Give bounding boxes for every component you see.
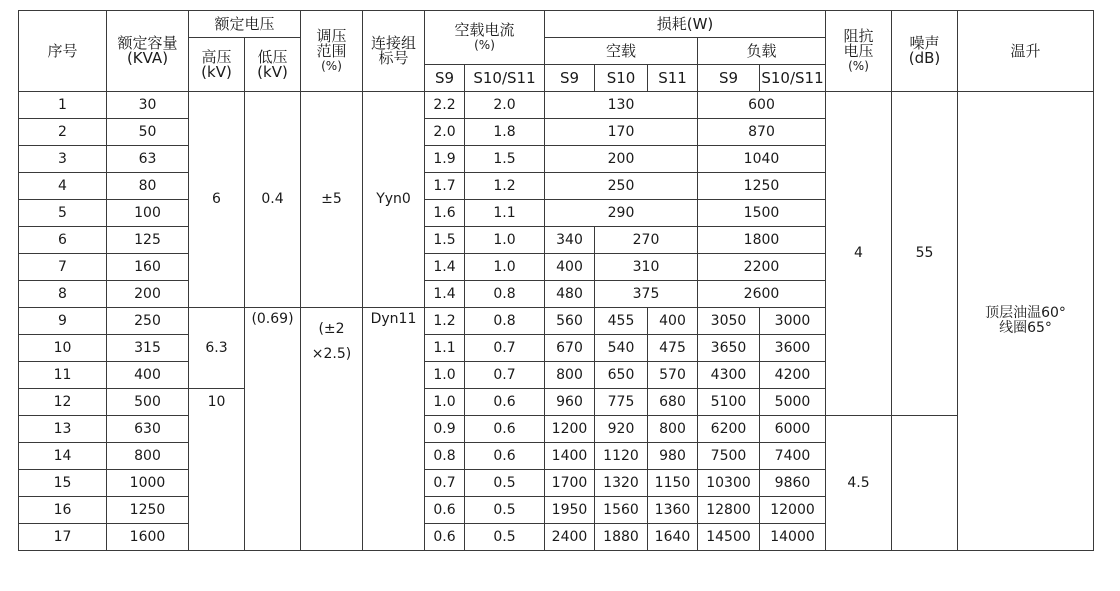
transformer-spec-table <box>18 10 1094 551</box>
header-connection-group: 连接组 标号 <box>363 11 425 92</box>
ll-s10s11-cell: 6000 <box>760 416 826 443</box>
seq-cell: 2 <box>19 119 107 146</box>
header-ll-s10s11: S10/S11 <box>760 65 826 92</box>
nl-s9-cell: 1400 <box>545 443 595 470</box>
ll-s9-cell: 10300 <box>698 470 760 497</box>
nl-s11-cell: 680 <box>648 389 698 416</box>
ic-s10-cell: 0.6 <box>465 443 545 470</box>
nl-s10-cell: 1560 <box>595 497 648 524</box>
ic-s9-cell: 0.9 <box>425 416 465 443</box>
ic-s9-cell: 2.0 <box>425 119 465 146</box>
ll-cell: 870 <box>698 119 826 146</box>
capacity-cell: 630 <box>107 416 189 443</box>
capacity-cell: 1250 <box>107 497 189 524</box>
ic-s9-cell: 1.1 <box>425 335 465 362</box>
ll-cell: 600 <box>698 92 826 119</box>
nl-cell: 250 <box>545 173 698 200</box>
ic-s9-cell: 1.4 <box>425 281 465 308</box>
ll-s10s11-cell: 3600 <box>760 335 826 362</box>
ll-cell: 2600 <box>698 281 826 308</box>
capacity-cell: 30 <box>107 92 189 119</box>
capacity-cell: 400 <box>107 362 189 389</box>
conn-cell-yyn0: Yyn0 <box>363 92 425 308</box>
noise-cell-empty <box>892 416 958 551</box>
ll-s10s11-cell: 3000 <box>760 308 826 335</box>
capacity-cell: 125 <box>107 227 189 254</box>
nl-s9-cell: 800 <box>545 362 595 389</box>
seq-cell: 15 <box>19 470 107 497</box>
ic-s9-cell: 1.5 <box>425 227 465 254</box>
header-seq: 序号 <box>19 11 107 92</box>
header-nl-s10: S10 <box>595 65 648 92</box>
nl-s10s11-cell: 375 <box>595 281 698 308</box>
nl-s10-cell: 455 <box>595 308 648 335</box>
table-row <box>19 416 1094 443</box>
ic-s10-cell: 1.2 <box>465 173 545 200</box>
seq-cell: 7 <box>19 254 107 281</box>
ic-s10-cell: 0.8 <box>465 281 545 308</box>
ic-s10-cell: 1.8 <box>465 119 545 146</box>
nl-s10-cell: 650 <box>595 362 648 389</box>
header-hv: 高压 (kV) <box>189 38 245 92</box>
nl-s9-cell: 1700 <box>545 470 595 497</box>
capacity-cell: 500 <box>107 389 189 416</box>
ll-cell: 1250 <box>698 173 826 200</box>
ic-s9-cell: 0.6 <box>425 524 465 551</box>
ll-s10s11-cell: 7400 <box>760 443 826 470</box>
ic-s10-cell: 0.7 <box>465 335 545 362</box>
temp-rise-cell: 顶层油温60° 线圈65° <box>958 92 1094 551</box>
seq-cell: 13 <box>19 416 107 443</box>
nl-cell: 130 <box>545 92 698 119</box>
nl-s11-cell: 1640 <box>648 524 698 551</box>
ll-s9-cell: 6200 <box>698 416 760 443</box>
seq-cell: 16 <box>19 497 107 524</box>
capacity-cell: 160 <box>107 254 189 281</box>
header-impedance: 阻抗 电压 (%) <box>826 11 892 92</box>
capacity-cell: 250 <box>107 308 189 335</box>
seq-cell: 5 <box>19 200 107 227</box>
seq-cell: 9 <box>19 308 107 335</box>
nl-s10-cell: 540 <box>595 335 648 362</box>
ll-cell: 1800 <box>698 227 826 254</box>
ic-s9-cell: 1.4 <box>425 254 465 281</box>
ll-cell: 1500 <box>698 200 826 227</box>
ll-s10s11-cell: 12000 <box>760 497 826 524</box>
header-lv: 低压 (kV) <box>245 38 301 92</box>
capacity-cell: 100 <box>107 200 189 227</box>
ic-s9-cell: 1.0 <box>425 389 465 416</box>
nl-s11-cell: 570 <box>648 362 698 389</box>
seq-cell: 6 <box>19 227 107 254</box>
ll-s10s11-cell: 4200 <box>760 362 826 389</box>
nl-s9-cell: 560 <box>545 308 595 335</box>
ic-s9-cell: 1.2 <box>425 308 465 335</box>
nl-s10-cell: 1120 <box>595 443 648 470</box>
capacity-cell: 200 <box>107 281 189 308</box>
seq-cell: 10 <box>19 335 107 362</box>
nl-s9-cell: 340 <box>545 227 595 254</box>
seq-cell: 3 <box>19 146 107 173</box>
capacity-cell: 315 <box>107 335 189 362</box>
ic-s9-cell: 1.9 <box>425 146 465 173</box>
ll-s10s11-cell: 14000 <box>760 524 826 551</box>
ll-s9-cell: 4300 <box>698 362 760 389</box>
nl-s10s11-cell: 270 <box>595 227 698 254</box>
ic-s10-cell: 0.6 <box>465 416 545 443</box>
ic-s9-cell: 1.0 <box>425 362 465 389</box>
ll-s9-cell: 7500 <box>698 443 760 470</box>
ic-s10-cell: 0.5 <box>465 470 545 497</box>
nl-s11-cell: 800 <box>648 416 698 443</box>
impedance-cell-45: 4.5 <box>826 416 892 551</box>
header-ic-s10s11: S10/S11 <box>465 65 545 92</box>
ll-s9-cell: 3050 <box>698 308 760 335</box>
nl-s9-cell: 400 <box>545 254 595 281</box>
hv-cell-10: 10 <box>189 389 245 551</box>
lv-cell-04: 0.4 <box>245 92 301 308</box>
nl-s11-cell: 1360 <box>648 497 698 524</box>
nl-s9-cell: 2400 <box>545 524 595 551</box>
header-tap-range: 调压 范围 (%) <box>301 11 363 92</box>
capacity-cell: 1000 <box>107 470 189 497</box>
nl-cell: 170 <box>545 119 698 146</box>
tap-cell-5: ±5 <box>301 92 363 308</box>
noise-cell-55: 55 <box>892 92 958 416</box>
header-noload-loss: 空载 <box>545 38 698 65</box>
spec-table-wrapper <box>18 10 1094 551</box>
nl-s9-cell: 960 <box>545 389 595 416</box>
ic-s9-cell: 1.6 <box>425 200 465 227</box>
ic-s10-cell: 0.5 <box>465 497 545 524</box>
lv-cell-069: (0.69) <box>245 308 301 551</box>
nl-s10-cell: 1320 <box>595 470 648 497</box>
nl-s11-cell: 475 <box>648 335 698 362</box>
ic-s9-cell: 2.2 <box>425 92 465 119</box>
ll-s9-cell: 5100 <box>698 389 760 416</box>
header-rated-voltage: 额定电压 <box>189 11 301 38</box>
ic-s10-cell: 1.0 <box>465 254 545 281</box>
ic-s10-cell: 1.0 <box>465 227 545 254</box>
nl-s10-cell: 775 <box>595 389 648 416</box>
nl-s9-cell: 1950 <box>545 497 595 524</box>
header-nl-s9: S9 <box>545 65 595 92</box>
nl-s11-cell: 400 <box>648 308 698 335</box>
header-loss: 损耗(W) <box>545 11 826 38</box>
nl-s9-cell: 670 <box>545 335 595 362</box>
ic-s9-cell: 0.8 <box>425 443 465 470</box>
seq-cell: 17 <box>19 524 107 551</box>
hv-cell-6: 6 <box>189 92 245 308</box>
header-noload-current: 空载电流 (%) <box>425 11 545 65</box>
nl-cell: 200 <box>545 146 698 173</box>
nl-s10-cell: 1880 <box>595 524 648 551</box>
ic-s10-cell: 0.6 <box>465 389 545 416</box>
nl-s10s11-cell: 310 <box>595 254 698 281</box>
nl-s9-cell: 1200 <box>545 416 595 443</box>
header-nl-s11: S11 <box>648 65 698 92</box>
ll-s9-cell: 14500 <box>698 524 760 551</box>
ic-s10-cell: 0.8 <box>465 308 545 335</box>
ic-s9-cell: 0.6 <box>425 497 465 524</box>
nl-s11-cell: 1150 <box>648 470 698 497</box>
ll-s9-cell: 12800 <box>698 497 760 524</box>
capacity-cell: 50 <box>107 119 189 146</box>
header-capacity: 额定容量 (KVA) <box>107 11 189 92</box>
ic-s10-cell: 1.1 <box>465 200 545 227</box>
ll-s9-cell: 3650 <box>698 335 760 362</box>
ic-s9-cell: 1.7 <box>425 173 465 200</box>
seq-cell: 1 <box>19 92 107 119</box>
header-temp-rise: 温升 <box>958 11 1094 92</box>
seq-cell: 8 <box>19 281 107 308</box>
header-load-loss: 负载 <box>698 38 826 65</box>
nl-s10-cell: 920 <box>595 416 648 443</box>
nl-s11-cell: 980 <box>648 443 698 470</box>
nl-s9-cell: 480 <box>545 281 595 308</box>
capacity-cell: 800 <box>107 443 189 470</box>
seq-cell: 4 <box>19 173 107 200</box>
header-ll-s9: S9 <box>698 65 760 92</box>
tap-cell-25: (±2 ×2.5) <box>301 308 363 551</box>
ic-s10-cell: 0.5 <box>465 524 545 551</box>
conn-cell-dyn11: Dyn11 <box>363 308 425 551</box>
seq-cell: 11 <box>19 362 107 389</box>
nl-cell: 290 <box>545 200 698 227</box>
capacity-cell: 1600 <box>107 524 189 551</box>
ic-s10-cell: 0.7 <box>465 362 545 389</box>
capacity-cell: 63 <box>107 146 189 173</box>
ic-s10-cell: 1.5 <box>465 146 545 173</box>
header-noise: 噪声 (dB) <box>892 11 958 92</box>
capacity-cell: 80 <box>107 173 189 200</box>
hv-cell-63: 6.3 <box>189 308 245 389</box>
ll-s10s11-cell: 9860 <box>760 470 826 497</box>
seq-cell: 14 <box>19 443 107 470</box>
ic-s9-cell: 0.7 <box>425 470 465 497</box>
table-row <box>19 92 1094 119</box>
seq-cell: 12 <box>19 389 107 416</box>
ll-cell: 1040 <box>698 146 826 173</box>
ll-s10s11-cell: 5000 <box>760 389 826 416</box>
ll-cell: 2200 <box>698 254 826 281</box>
ic-s10-cell: 2.0 <box>465 92 545 119</box>
impedance-cell-4: 4 <box>826 92 892 416</box>
header-ic-s9: S9 <box>425 65 465 92</box>
